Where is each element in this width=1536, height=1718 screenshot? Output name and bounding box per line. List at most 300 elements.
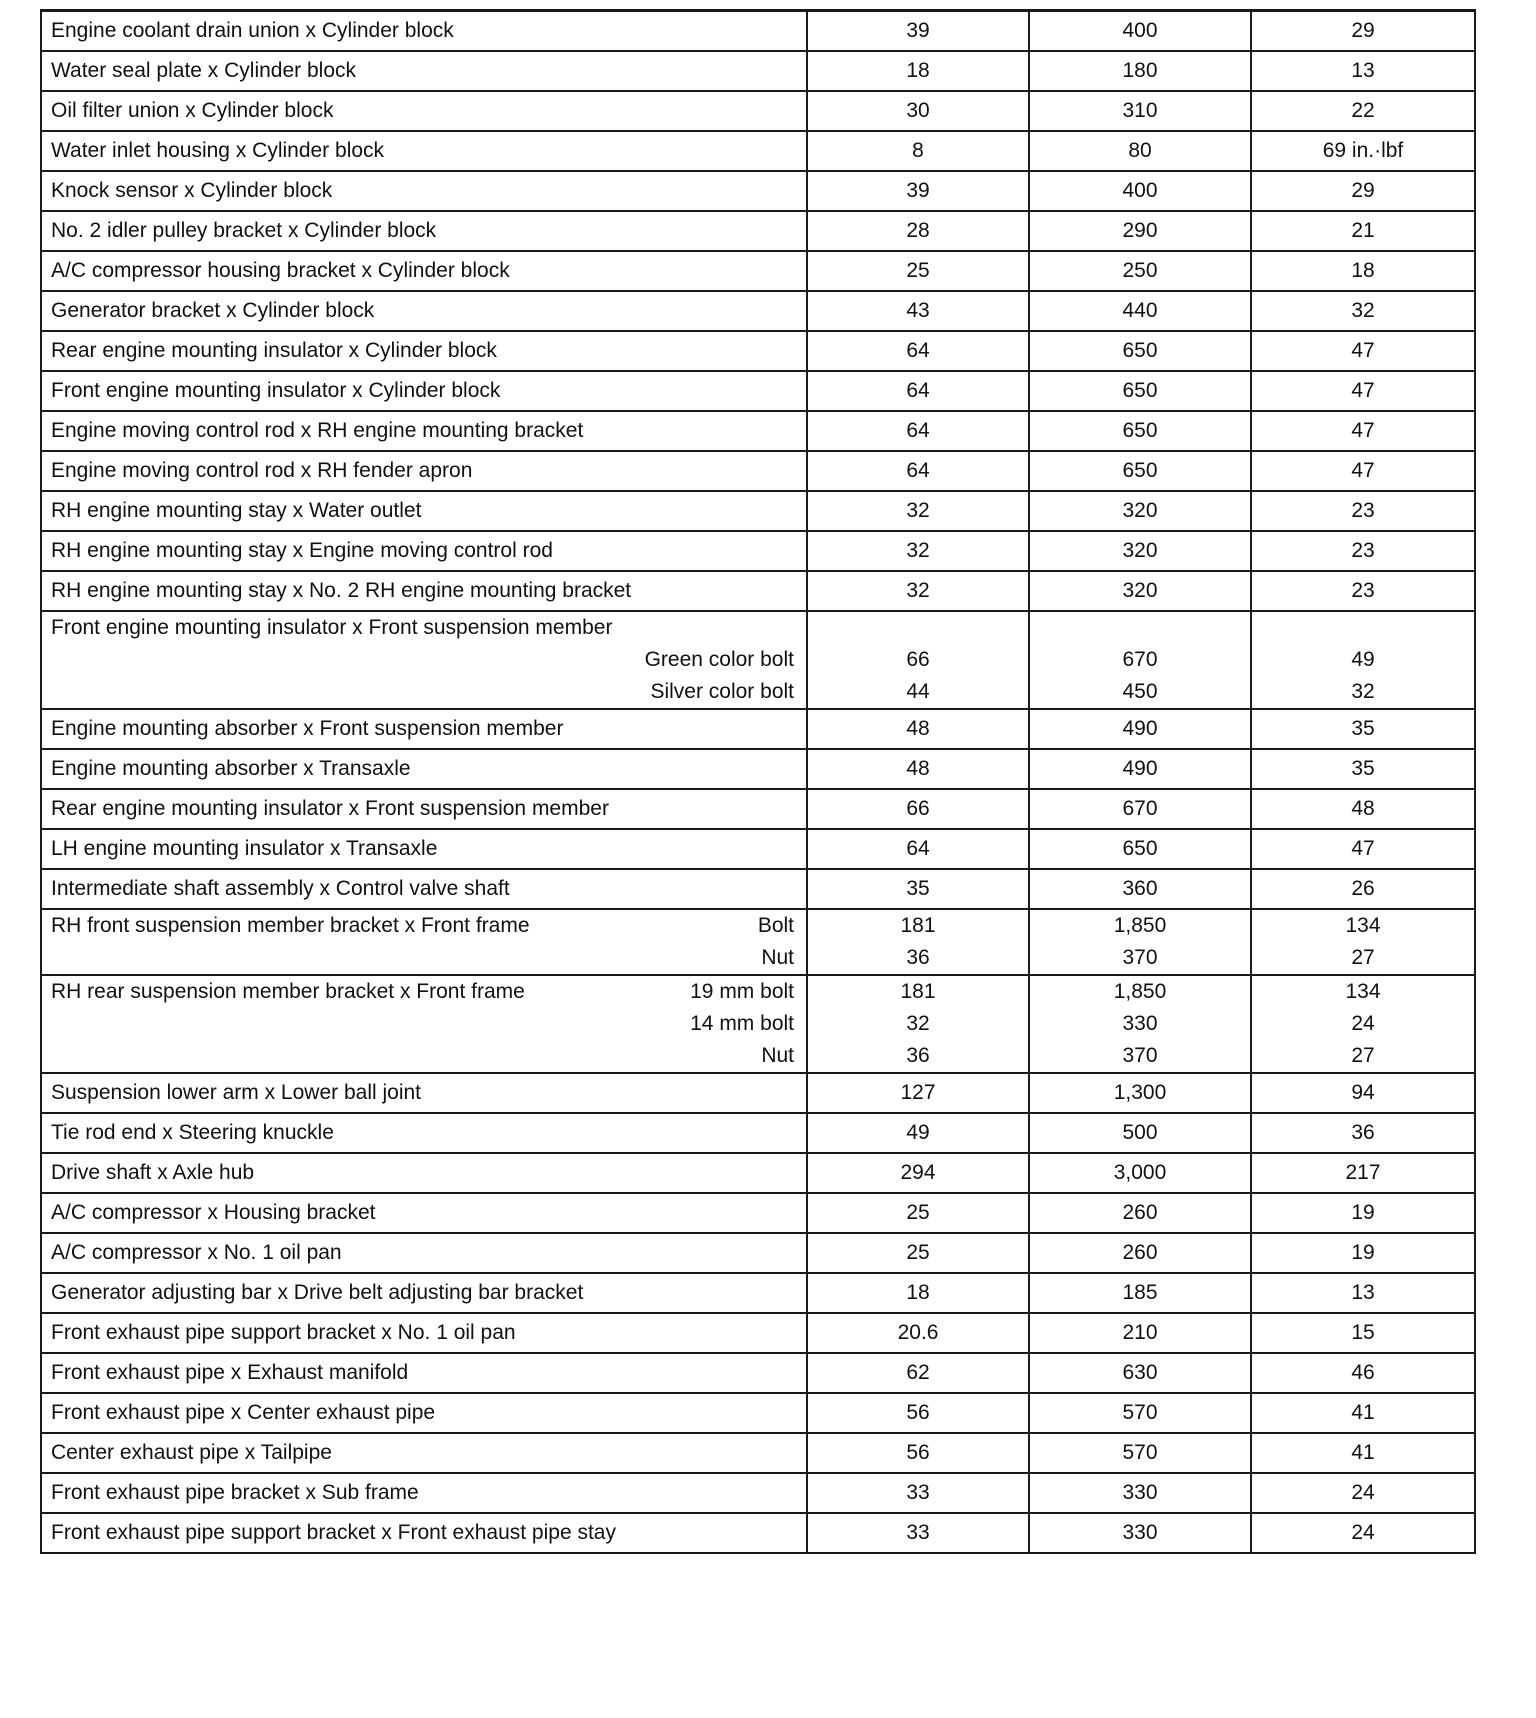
nm-value: 48 [906, 757, 930, 780]
nm-cell [807, 829, 1029, 869]
table-row [41, 331, 1475, 371]
ftlbf-cell [1251, 611, 1475, 709]
part-cell [41, 1193, 807, 1233]
sub-label: Nut [761, 946, 794, 969]
ftlbf-value: 46 [1351, 1361, 1375, 1384]
ftlbf-value: 24 [1351, 1481, 1375, 1504]
sub-label: 14 mm bolt [690, 1012, 794, 1035]
table-row [41, 291, 1475, 331]
kgf-value: 650 [1122, 339, 1158, 362]
kgf-value: 570 [1122, 1401, 1158, 1424]
ftlbf-value: 23 [1351, 499, 1375, 522]
part-cell [41, 331, 807, 371]
ftlbf-cell [1251, 1393, 1475, 1433]
kgf-cell [1029, 1233, 1251, 1273]
kgf-value: 360 [1122, 877, 1158, 900]
kgf-value: 650 [1122, 837, 1158, 860]
kgf-cell [1029, 131, 1251, 171]
kgf-cell [1029, 171, 1251, 211]
nm-value: 18 [906, 1281, 930, 1304]
kgf-value: 290 [1122, 219, 1158, 242]
part-cell [41, 1513, 807, 1553]
nm-value: 39 [906, 179, 930, 202]
part-cell [41, 411, 807, 451]
ftlbf-value: 47 [1351, 339, 1375, 362]
part-name: Oil filter union x Cylinder block [51, 99, 334, 122]
ftlbf-cell [1251, 331, 1475, 371]
kgf-cell [1029, 1153, 1251, 1193]
kgf-value: 370 [1122, 1044, 1158, 1067]
nm-cell [807, 1273, 1029, 1313]
part-name: Engine moving control rod x RH fender apron [51, 459, 473, 482]
ftlbf-value: 19 [1351, 1201, 1375, 1224]
kgf-cell [1029, 1313, 1251, 1353]
part-cell [41, 975, 807, 1073]
ftlbf-cell [1251, 1233, 1475, 1273]
nm-cell [807, 451, 1029, 491]
ftlbf-cell [1251, 1313, 1475, 1353]
nm-cell [807, 749, 1029, 789]
nm-cell [807, 411, 1029, 451]
ftlbf-cell [1251, 1193, 1475, 1233]
kgf-cell [1029, 1113, 1251, 1153]
nm-value: 48 [906, 717, 930, 740]
nm-cell [807, 131, 1029, 171]
nm-cell [807, 1153, 1029, 1193]
nm-cell [807, 571, 1029, 611]
nm-value: 18 [906, 59, 930, 82]
kgf-value: 650 [1122, 419, 1158, 442]
kgf-cell [1029, 1273, 1251, 1313]
part-name: A/C compressor x No. 1 oil pan [51, 1241, 342, 1264]
table-row [41, 1473, 1475, 1513]
kgf-cell [1029, 211, 1251, 251]
part-cell [41, 1073, 807, 1113]
part-cell [41, 829, 807, 869]
kgf-cell [1029, 291, 1251, 331]
table-row [41, 131, 1475, 171]
nm-value: 39 [906, 19, 930, 42]
nm-value: 49 [906, 1121, 930, 1144]
nm-value: 64 [906, 339, 930, 362]
kgf-value: 330 [1122, 1012, 1158, 1035]
ftlbf-value: 15 [1351, 1321, 1375, 1344]
sub-label: Nut [761, 1044, 794, 1067]
ftlbf-value: 29 [1351, 179, 1375, 202]
kgf-value: 180 [1122, 59, 1158, 82]
part-cell [41, 131, 807, 171]
sub-label: Green color bolt [644, 648, 794, 671]
nm-value: 32 [906, 1012, 930, 1035]
nm-value: 30 [906, 99, 930, 122]
part-cell [41, 1153, 807, 1193]
ftlbf-cell [1251, 1353, 1475, 1393]
nm-cell [807, 611, 1029, 709]
part-name: Suspension lower arm x Lower ball joint [51, 1081, 422, 1104]
kgf-value: 330 [1122, 1521, 1158, 1544]
ftlbf-cell [1251, 1273, 1475, 1313]
part-name: A/C compressor housing bracket x Cylinder block [51, 259, 510, 282]
table-row [41, 1273, 1475, 1313]
kgf-value: 370 [1122, 946, 1158, 969]
kgf-cell [1029, 709, 1251, 749]
ftlbf-cell [1251, 371, 1475, 411]
nm-value: 294 [900, 1161, 936, 1184]
nm-value: 127 [900, 1081, 936, 1104]
part-name: Front exhaust pipe support bracket x No. 1 oil pan [51, 1321, 516, 1344]
kgf-value: 500 [1122, 1121, 1158, 1144]
kgf-value: 210 [1122, 1321, 1158, 1344]
ftlbf-cell [1251, 869, 1475, 909]
part-cell [41, 251, 807, 291]
table-row [41, 1073, 1475, 1113]
part-name: RH engine mounting stay x Engine moving control rod [51, 539, 553, 562]
ftlbf-value: 27 [1351, 946, 1375, 969]
kgf-value: 1,850 [1113, 914, 1167, 937]
nm-value: 33 [906, 1481, 930, 1504]
ftlbf-value: 35 [1351, 717, 1375, 740]
nm-value: 56 [906, 1441, 930, 1464]
part-cell [41, 869, 807, 909]
kgf-value: 1,300 [1113, 1081, 1167, 1104]
sub-label: 19 mm bolt [690, 980, 794, 1003]
kgf-value: 330 [1122, 1481, 1158, 1504]
nm-value: 36 [906, 1044, 930, 1067]
nm-value: 56 [906, 1401, 930, 1424]
kgf-cell [1029, 1433, 1251, 1473]
ftlbf-cell [1251, 171, 1475, 211]
nm-value: 43 [906, 299, 930, 322]
part-name: Tie rod end x Steering knuckle [51, 1121, 334, 1144]
kgf-value: 3,000 [1113, 1161, 1167, 1184]
nm-cell [807, 11, 1029, 52]
part-name: Knock sensor x Cylinder block [51, 179, 333, 202]
nm-cell [807, 1233, 1029, 1273]
part-cell [41, 1473, 807, 1513]
kgf-value: 320 [1122, 499, 1158, 522]
table-row [41, 371, 1475, 411]
kgf-value: 440 [1122, 299, 1158, 322]
nm-cell [807, 1193, 1029, 1233]
ftlbf-cell [1251, 909, 1475, 975]
nm-cell [807, 1513, 1029, 1553]
part-name: Water seal plate x Cylinder block [51, 59, 357, 82]
part-name: No. 2 idler pulley bracket x Cylinder block [51, 219, 437, 242]
table-row [41, 451, 1475, 491]
kgf-cell [1029, 1073, 1251, 1113]
ftlbf-cell [1251, 291, 1475, 331]
kgf-cell [1029, 829, 1251, 869]
part-cell [41, 11, 807, 52]
ftlbf-value: 26 [1351, 877, 1375, 900]
table-row [41, 411, 1475, 451]
nm-cell [807, 1113, 1029, 1153]
part-name: A/C compressor x Housing bracket [51, 1201, 376, 1224]
part-cell [41, 491, 807, 531]
ftlbf-value: 134 [1345, 914, 1381, 937]
part-cell [41, 1113, 807, 1153]
ftlbf-cell [1251, 1513, 1475, 1553]
ftlbf-cell [1251, 709, 1475, 749]
ftlbf-cell [1251, 131, 1475, 171]
ftlbf-cell [1251, 571, 1475, 611]
kgf-cell [1029, 491, 1251, 531]
ftlbf-value: 27 [1351, 1044, 1375, 1067]
ftlbf-value: 29 [1351, 19, 1375, 42]
ftlbf-cell [1251, 1153, 1475, 1193]
nm-cell [807, 1473, 1029, 1513]
kgf-cell [1029, 909, 1251, 975]
ftlbf-value: 48 [1351, 797, 1375, 820]
sub-label: Silver color bolt [650, 680, 794, 703]
kgf-cell [1029, 251, 1251, 291]
kgf-value: 320 [1122, 539, 1158, 562]
part-name: Front engine mounting insulator x Cylinder block [51, 379, 501, 402]
kgf-cell [1029, 51, 1251, 91]
ftlbf-value: 22 [1351, 99, 1375, 122]
part-name: Engine mounting absorber x Front suspension member [51, 717, 564, 740]
part-name: Rear engine mounting insulator x Cylinder block [51, 339, 497, 362]
nm-value: 25 [906, 1201, 930, 1224]
table-row [41, 51, 1475, 91]
ftlbf-cell [1251, 749, 1475, 789]
kgf-value: 310 [1122, 99, 1158, 122]
kgf-value: 260 [1122, 1241, 1158, 1264]
kgf-cell [1029, 975, 1251, 1073]
table-row [41, 869, 1475, 909]
kgf-value: 490 [1122, 757, 1158, 780]
nm-value: 25 [906, 1241, 930, 1264]
kgf-value: 1,850 [1113, 980, 1167, 1003]
ftlbf-cell [1251, 1073, 1475, 1113]
part-name: RH engine mounting stay x Water outlet [51, 499, 422, 522]
nm-cell [807, 909, 1029, 975]
ftlbf-value: 23 [1351, 539, 1375, 562]
nm-cell [807, 251, 1029, 291]
kgf-cell [1029, 91, 1251, 131]
ftlbf-cell [1251, 411, 1475, 451]
nm-cell [807, 171, 1029, 211]
nm-value: 64 [906, 379, 930, 402]
part-name: RH rear suspension member bracket x Front frame [51, 980, 525, 1003]
part-name: Engine moving control rod x RH engine mounting bracket [51, 419, 584, 442]
part-cell [41, 91, 807, 131]
nm-cell [807, 1353, 1029, 1393]
part-cell [41, 1353, 807, 1393]
kgf-cell [1029, 371, 1251, 411]
kgf-value: 400 [1122, 179, 1158, 202]
ftlbf-value: 32 [1351, 680, 1375, 703]
nm-cell [807, 491, 1029, 531]
ftlbf-value: 18 [1351, 259, 1375, 282]
nm-value: 32 [906, 579, 930, 602]
kgf-cell [1029, 1473, 1251, 1513]
ftlbf-value: 69 in.·lbf [1322, 139, 1404, 162]
table-row [41, 1233, 1475, 1273]
kgf-value: 570 [1122, 1441, 1158, 1464]
part-cell [41, 611, 807, 709]
ftlbf-value: 24 [1351, 1521, 1375, 1544]
nm-value: 64 [906, 419, 930, 442]
ftlbf-cell [1251, 211, 1475, 251]
table-row [41, 749, 1475, 789]
table-row-multi [41, 611, 1475, 709]
nm-value: 35 [906, 877, 930, 900]
kgf-value: 670 [1122, 797, 1158, 820]
ftlbf-cell [1251, 491, 1475, 531]
kgf-value: 650 [1122, 379, 1158, 402]
nm-cell [807, 1433, 1029, 1473]
nm-value: 33 [906, 1521, 930, 1544]
table-row [41, 1313, 1475, 1353]
table-row [41, 171, 1475, 211]
part-name: Rear engine mounting insulator x Front suspension member [51, 797, 609, 820]
nm-cell [807, 291, 1029, 331]
ftlbf-value: 217 [1345, 1161, 1381, 1184]
ftlbf-value: 36 [1351, 1121, 1375, 1144]
ftlbf-value: 23 [1351, 579, 1375, 602]
part-name: LH engine mounting insulator x Transaxle [51, 837, 438, 860]
table-row [41, 1513, 1475, 1553]
table-row [41, 829, 1475, 869]
part-cell [41, 1313, 807, 1353]
torque-spec-table [40, 9, 1476, 1554]
table-row [41, 1113, 1475, 1153]
ftlbf-value: 32 [1351, 299, 1375, 322]
sub-label: Bolt [757, 914, 794, 937]
nm-cell [807, 709, 1029, 749]
kgf-cell [1029, 1353, 1251, 1393]
kgf-value: 630 [1122, 1361, 1158, 1384]
kgf-value: 320 [1122, 579, 1158, 602]
part-name: Engine mounting absorber x Transaxle [51, 757, 411, 780]
kgf-value: 260 [1122, 1201, 1158, 1224]
table-row [41, 571, 1475, 611]
part-cell [41, 1393, 807, 1433]
kgf-cell [1029, 451, 1251, 491]
table-row [41, 1193, 1475, 1233]
ftlbf-cell [1251, 1473, 1475, 1513]
part-cell [41, 1273, 807, 1313]
kgf-cell [1029, 411, 1251, 451]
nm-value: 28 [906, 219, 930, 242]
part-name: Engine coolant drain union x Cylinder block [51, 19, 454, 42]
part-cell [41, 709, 807, 749]
table-row [41, 789, 1475, 829]
kgf-value: 490 [1122, 717, 1158, 740]
nm-value: 32 [906, 499, 930, 522]
table-row-multi [41, 975, 1475, 1073]
ftlbf-cell [1251, 11, 1475, 52]
kgf-cell [1029, 11, 1251, 52]
ftlbf-cell [1251, 51, 1475, 91]
nm-cell [807, 1393, 1029, 1433]
nm-value: 181 [900, 980, 936, 1003]
nm-value: 36 [906, 946, 930, 969]
nm-cell [807, 51, 1029, 91]
ftlbf-cell [1251, 531, 1475, 571]
ftlbf-value: 13 [1351, 59, 1375, 82]
part-name: RH front suspension member bracket x Front frame [51, 914, 530, 937]
ftlbf-value: 49 [1351, 648, 1375, 671]
kgf-cell [1029, 749, 1251, 789]
kgf-cell [1029, 789, 1251, 829]
ftlbf-value: 47 [1351, 837, 1375, 860]
ftlbf-cell [1251, 789, 1475, 829]
part-cell [41, 51, 807, 91]
table-row [41, 1433, 1475, 1473]
kgf-cell [1029, 331, 1251, 371]
part-cell [41, 789, 807, 829]
table-row [41, 491, 1475, 531]
part-name: RH engine mounting stay x No. 2 RH engine mounting bracket [51, 579, 632, 602]
nm-value: 25 [906, 259, 930, 282]
part-cell [41, 451, 807, 491]
nm-cell [807, 211, 1029, 251]
nm-cell [807, 789, 1029, 829]
ftlbf-value: 41 [1351, 1441, 1375, 1464]
part-cell [41, 171, 807, 211]
kgf-value: 670 [1122, 648, 1158, 671]
ftlbf-cell [1251, 91, 1475, 131]
nm-value: 66 [906, 648, 930, 671]
ftlbf-value: 41 [1351, 1401, 1375, 1424]
nm-value: 66 [906, 797, 930, 820]
ftlbf-cell [1251, 1113, 1475, 1153]
kgf-cell [1029, 611, 1251, 709]
part-name: Front exhaust pipe x Center exhaust pipe [51, 1401, 436, 1424]
kgf-value: 80 [1128, 139, 1152, 162]
kgf-cell [1029, 1513, 1251, 1553]
part-cell [41, 371, 807, 411]
nm-cell [807, 371, 1029, 411]
part-cell [41, 571, 807, 611]
part-cell [41, 531, 807, 571]
kgf-value: 450 [1122, 680, 1158, 703]
kgf-value: 650 [1122, 459, 1158, 482]
ftlbf-cell [1251, 975, 1475, 1073]
ftlbf-value: 47 [1351, 419, 1375, 442]
nm-cell [807, 975, 1029, 1073]
ftlbf-cell [1251, 1433, 1475, 1473]
table-row [41, 531, 1475, 571]
ftlbf-value: 24 [1351, 1012, 1375, 1035]
kgf-cell [1029, 1393, 1251, 1433]
ftlbf-value: 35 [1351, 757, 1375, 780]
part-cell [41, 211, 807, 251]
kgf-cell [1029, 531, 1251, 571]
table-row-multi [41, 909, 1475, 975]
table-row [41, 709, 1475, 749]
nm-cell [807, 91, 1029, 131]
ftlbf-value: 47 [1351, 379, 1375, 402]
part-name: Front exhaust pipe bracket x Sub frame [51, 1481, 419, 1504]
ftlbf-value: 94 [1351, 1081, 1375, 1104]
ftlbf-cell [1251, 451, 1475, 491]
kgf-value: 185 [1122, 1281, 1158, 1304]
part-name: Front exhaust pipe support bracket x Front exhaust pipe stay [51, 1521, 616, 1544]
table-row [41, 11, 1475, 52]
part-name: Water inlet housing x Cylinder block [51, 139, 385, 162]
part-name: Front exhaust pipe x Exhaust manifold [51, 1361, 409, 1384]
ftlbf-value: 19 [1351, 1241, 1375, 1264]
nm-value: 44 [906, 680, 930, 703]
nm-value: 8 [912, 139, 924, 162]
table-row [41, 1153, 1475, 1193]
nm-value: 62 [906, 1361, 930, 1384]
part-name: Front engine mounting insulator x Front suspension member [51, 616, 613, 639]
nm-cell [807, 531, 1029, 571]
